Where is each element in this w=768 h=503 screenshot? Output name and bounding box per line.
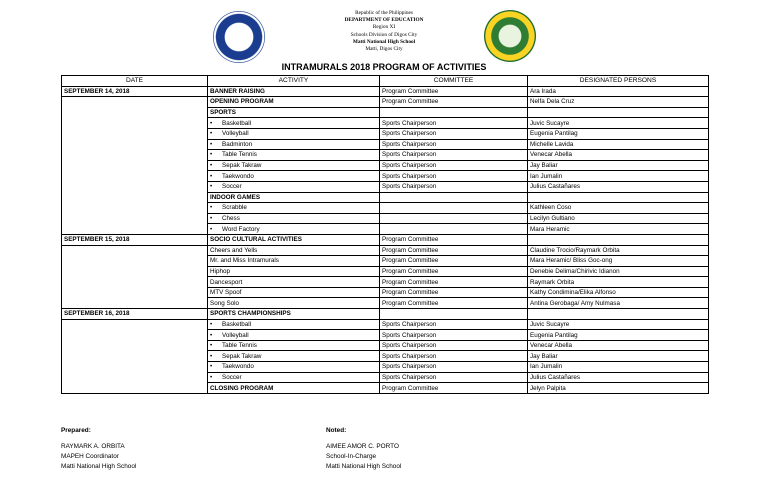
person-cell bbox=[528, 107, 709, 118]
activity-label: Badminton bbox=[222, 140, 253, 148]
activity-cell bbox=[208, 351, 380, 362]
person-cell: Michelle Lavida bbox=[528, 139, 709, 150]
activity-cell bbox=[208, 128, 380, 139]
activity-cell bbox=[208, 118, 380, 129]
person-cell: Lecilyn Gultiano bbox=[528, 213, 709, 224]
bullet-icon: • bbox=[210, 320, 213, 328]
committee-cell bbox=[380, 192, 528, 203]
person-cell: Mara Heramic bbox=[528, 224, 709, 235]
activity-cell bbox=[208, 160, 380, 171]
table-row bbox=[62, 234, 709, 245]
date-cell bbox=[62, 256, 208, 267]
table-header-row bbox=[62, 76, 709, 87]
person-cell bbox=[528, 192, 709, 203]
activity-cell bbox=[208, 181, 380, 192]
person-cell: Eugenia Pantilag bbox=[528, 330, 709, 341]
date-cell bbox=[62, 181, 208, 192]
activity-cell bbox=[208, 372, 380, 383]
committee-cell: Program Committee bbox=[380, 86, 528, 97]
committee-cell: Program Committee bbox=[380, 266, 528, 277]
person-cell: Ian Jumalin bbox=[528, 362, 709, 373]
committee-cell: Sports Chairperson bbox=[380, 319, 528, 330]
activity-label: Soccer bbox=[222, 183, 242, 191]
committee-cell bbox=[380, 203, 528, 214]
table-row bbox=[62, 287, 709, 298]
activity-cell bbox=[208, 171, 380, 182]
date-cell bbox=[62, 340, 208, 351]
activity-label: Sepak Takraw bbox=[222, 352, 262, 360]
prepared-block bbox=[61, 426, 136, 472]
bullet-icon: • bbox=[210, 373, 213, 381]
person-cell: Denebie Delima/Chirivic Idianon bbox=[528, 266, 709, 277]
person-cell: Julius Castañares bbox=[528, 372, 709, 383]
activity-cell: SOCIO CULTURAL ACTIVITIES bbox=[208, 234, 380, 245]
activity-cell: Hiphop bbox=[208, 266, 380, 277]
date-cell bbox=[62, 245, 208, 256]
date-cell bbox=[62, 213, 208, 224]
person-cell: Claudine Trocio/Raymark Orbita bbox=[528, 245, 709, 256]
date-cell bbox=[62, 128, 208, 139]
person-cell: Eugenia Pantilag bbox=[528, 128, 709, 139]
table-row bbox=[62, 150, 709, 161]
table-row bbox=[62, 245, 709, 256]
date-cell bbox=[62, 319, 208, 330]
table-row bbox=[62, 181, 709, 192]
activity-label: Taekwondo bbox=[222, 172, 254, 180]
committee-cell: Sports Chairperson bbox=[380, 171, 528, 182]
table-row bbox=[62, 128, 709, 139]
date-cell bbox=[62, 224, 208, 235]
letterhead-line: Matti, Digos City bbox=[365, 46, 403, 53]
activity-label: Sepak Takraw bbox=[222, 162, 262, 170]
person-cell: Kathy Condimina/Elika Alfonso bbox=[528, 287, 709, 298]
table-row bbox=[62, 107, 709, 118]
date-cell: SEPTEMBER 15, 2018 bbox=[62, 234, 208, 245]
noted-label: Noted: bbox=[326, 427, 347, 434]
committee-cell: Sports Chairperson bbox=[380, 362, 528, 373]
letterhead-line: Region XI bbox=[372, 24, 396, 31]
activity-cell: INDOOR GAMES bbox=[208, 192, 380, 203]
bullet-icon: • bbox=[210, 140, 213, 148]
bullet-icon: • bbox=[210, 225, 213, 233]
activity-cell: OPENING PROGRAM bbox=[208, 97, 380, 108]
date-cell bbox=[62, 192, 208, 203]
committee-cell: Program Committee bbox=[380, 383, 528, 394]
column-header-persons: DESIGNATED PERSONS bbox=[528, 76, 709, 87]
date-cell bbox=[62, 266, 208, 277]
bullet-icon: • bbox=[210, 342, 213, 350]
person-cell bbox=[528, 234, 709, 245]
bullet-icon: • bbox=[210, 151, 213, 159]
school-seal-icon bbox=[484, 10, 536, 62]
table-row bbox=[62, 383, 709, 394]
table-row bbox=[62, 298, 709, 309]
committee-cell: Program Committee bbox=[380, 245, 528, 256]
committee-cell: Sports Chairperson bbox=[380, 150, 528, 161]
table-row bbox=[62, 319, 709, 330]
date-cell bbox=[62, 171, 208, 182]
noted-block bbox=[326, 426, 401, 472]
committee-cell: Sports Chairperson bbox=[380, 340, 528, 351]
noted-name: AIMEE AMOR C. PORTO bbox=[326, 443, 399, 450]
letterhead bbox=[0, 8, 768, 60]
date-cell bbox=[62, 372, 208, 383]
date-cell bbox=[62, 150, 208, 161]
activity-cell bbox=[208, 340, 380, 351]
committee-cell: Program Committee bbox=[380, 234, 528, 245]
committee-cell: Sports Chairperson bbox=[380, 351, 528, 362]
activity-label: Table Tennis bbox=[222, 342, 257, 350]
date-cell: SEPTEMBER 14, 2018 bbox=[62, 86, 208, 97]
letterhead-text bbox=[0, 10, 768, 53]
activity-cell: SPORTS CHAMPIONSHIPS bbox=[208, 309, 380, 320]
person-cell: Raymark Orbita bbox=[528, 277, 709, 288]
table-row bbox=[62, 372, 709, 383]
person-cell: Mara Heramic/ Bliss Goc-ong bbox=[528, 256, 709, 267]
column-header-activity: ACTIVITY bbox=[208, 76, 380, 87]
date-cell bbox=[62, 362, 208, 373]
committee-cell: Program Committee bbox=[380, 97, 528, 108]
bullet-icon: • bbox=[210, 162, 213, 170]
activity-cell: Cheers and Yells bbox=[208, 245, 380, 256]
column-header-date: DATE bbox=[62, 76, 208, 87]
activity-cell: Dancesport bbox=[208, 277, 380, 288]
activity-label: Volleyball bbox=[222, 331, 249, 339]
prepared-role: MAPEH Coordinator bbox=[61, 453, 119, 460]
committee-cell: Program Committee bbox=[380, 256, 528, 267]
bullet-icon: • bbox=[210, 183, 213, 191]
person-cell: Venecar Abella bbox=[528, 150, 709, 161]
person-cell: Ara Irada bbox=[528, 86, 709, 97]
table-row bbox=[62, 362, 709, 373]
activity-label: Soccer bbox=[222, 373, 242, 381]
table-row bbox=[62, 277, 709, 288]
committee-cell: Sports Chairperson bbox=[380, 118, 528, 129]
date-cell bbox=[62, 277, 208, 288]
committee-cell bbox=[380, 309, 528, 320]
document-title: INTRAMURALS 2018 PROGRAM OF ACTIVITIES bbox=[281, 62, 487, 72]
date-cell bbox=[62, 383, 208, 394]
activity-cell bbox=[208, 213, 380, 224]
date-cell bbox=[62, 287, 208, 298]
table-row bbox=[62, 309, 709, 320]
activity-label: Basketball bbox=[222, 119, 252, 127]
activity-cell: MTV Spoof bbox=[208, 287, 380, 298]
person-cell: Venecar Abella bbox=[528, 340, 709, 351]
table-row bbox=[62, 330, 709, 341]
table-row bbox=[62, 351, 709, 362]
activity-cell: SPORTS bbox=[208, 107, 380, 118]
table-row bbox=[62, 192, 709, 203]
committee-cell: Program Committee bbox=[380, 277, 528, 288]
table-row bbox=[62, 224, 709, 235]
activity-cell: Mr. and Miss Intramurals bbox=[208, 256, 380, 267]
table-row bbox=[62, 97, 709, 108]
table-row bbox=[62, 118, 709, 129]
bullet-icon: • bbox=[210, 363, 213, 371]
letterhead-line: Republic of the Philippines bbox=[355, 10, 413, 16]
date-cell bbox=[62, 139, 208, 150]
committee-cell: Program Committee bbox=[380, 287, 528, 298]
committee-cell bbox=[380, 107, 528, 118]
person-cell: Kathleen Coso bbox=[528, 203, 709, 214]
prepared-label: Prepared: bbox=[61, 427, 91, 434]
bullet-icon: • bbox=[210, 130, 213, 138]
table-row bbox=[62, 266, 709, 277]
prepared-name: RAYMARK A. ORBITA bbox=[61, 443, 125, 450]
letterhead-line: Matti National High School bbox=[352, 38, 416, 45]
person-cell: Jelyn Palpita bbox=[528, 383, 709, 394]
person-cell: Jay Baliar bbox=[528, 351, 709, 362]
date-cell bbox=[62, 203, 208, 214]
table-row bbox=[62, 86, 709, 97]
activity-label: Basketball bbox=[222, 320, 252, 328]
activity-label: Table Tennis bbox=[222, 151, 257, 159]
committee-cell: Sports Chairperson bbox=[380, 160, 528, 171]
committee-cell: Sports Chairperson bbox=[380, 372, 528, 383]
table-body bbox=[62, 86, 709, 393]
committee-cell: Sports Chairperson bbox=[380, 128, 528, 139]
activity-cell bbox=[208, 224, 380, 235]
date-cell bbox=[62, 298, 208, 309]
date-cell bbox=[62, 118, 208, 129]
committee-cell: Sports Chairperson bbox=[380, 139, 528, 150]
bullet-icon: • bbox=[210, 204, 213, 212]
table-row bbox=[62, 139, 709, 150]
activity-label: Scrabble bbox=[222, 204, 247, 212]
person-cell: Ian Jumalin bbox=[528, 171, 709, 182]
activity-label: Volleyball bbox=[222, 130, 249, 138]
activity-label: Taekwondo bbox=[222, 363, 254, 371]
activity-cell bbox=[208, 203, 380, 214]
person-cell: Nelfa Dela Cruz bbox=[528, 97, 709, 108]
table-row bbox=[62, 171, 709, 182]
program-table bbox=[61, 75, 709, 394]
prepared-school: Matti National High School bbox=[61, 463, 137, 470]
table-row bbox=[62, 203, 709, 214]
date-cell bbox=[62, 160, 208, 171]
noted-school: Matti National High School bbox=[326, 463, 402, 470]
activity-cell bbox=[208, 319, 380, 330]
date-cell bbox=[62, 351, 208, 362]
activity-cell bbox=[208, 362, 380, 373]
person-cell: Jay Baliar bbox=[528, 160, 709, 171]
date-cell: SEPTEMBER 16, 2018 bbox=[62, 309, 208, 320]
activity-cell bbox=[208, 150, 380, 161]
person-cell bbox=[528, 309, 709, 320]
noted-role: School-In-Charge bbox=[326, 453, 377, 460]
letterhead-line: DEPARTMENT OF EDUCATION bbox=[344, 17, 424, 24]
bullet-icon: • bbox=[210, 119, 213, 127]
person-cell: Juvic Sucayre bbox=[528, 319, 709, 330]
letterhead-line: Schools Division of Digos City bbox=[350, 31, 418, 38]
person-cell: Antina Gerobaga/ Amy Nulmasa bbox=[528, 298, 709, 309]
person-cell: Juvic Sucayre bbox=[528, 118, 709, 129]
activity-label: Chess bbox=[222, 215, 240, 223]
activity-cell: CLOSING PROGRAM bbox=[208, 383, 380, 394]
date-cell bbox=[62, 330, 208, 341]
activity-label: Word Factory bbox=[222, 225, 260, 233]
table-row bbox=[62, 213, 709, 224]
date-cell bbox=[62, 97, 208, 108]
committee-cell bbox=[380, 224, 528, 235]
activity-cell bbox=[208, 330, 380, 341]
date-cell bbox=[62, 107, 208, 118]
bullet-icon: • bbox=[210, 352, 213, 360]
committee-cell: Sports Chairperson bbox=[380, 181, 528, 192]
column-header-committee: COMMITTEE bbox=[380, 76, 528, 87]
person-cell: Julius Castañares bbox=[528, 181, 709, 192]
table-row bbox=[62, 340, 709, 351]
table-row bbox=[62, 160, 709, 171]
bullet-icon: • bbox=[210, 215, 213, 223]
activity-cell bbox=[208, 139, 380, 150]
activity-cell: BANNER RAISING bbox=[208, 86, 380, 97]
committee-cell: Sports Chairperson bbox=[380, 330, 528, 341]
bullet-icon: • bbox=[210, 331, 213, 339]
committee-cell: Program Committee bbox=[380, 298, 528, 309]
activity-cell: Song Solo bbox=[208, 298, 380, 309]
committee-cell bbox=[380, 213, 528, 224]
bullet-icon: • bbox=[210, 172, 213, 180]
table-row bbox=[62, 256, 709, 267]
